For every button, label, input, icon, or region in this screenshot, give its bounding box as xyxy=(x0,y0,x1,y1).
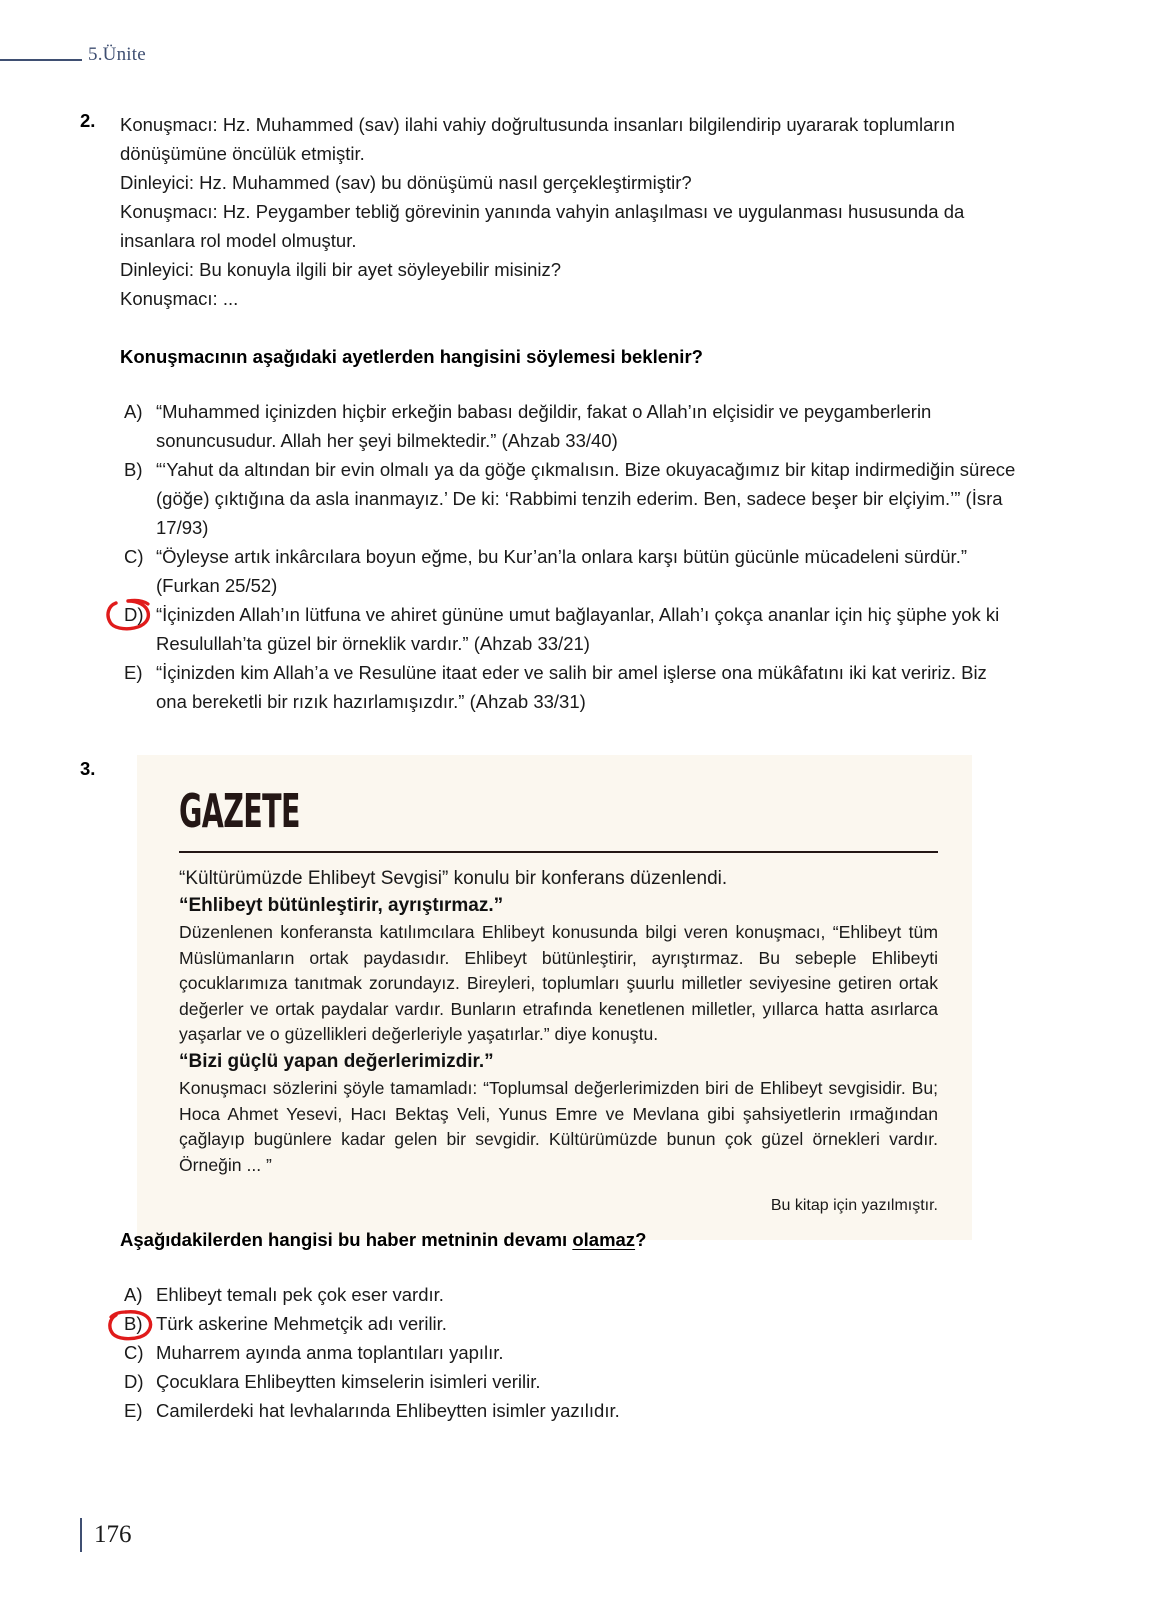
option-b-letter: B) xyxy=(124,459,143,480)
option-d-text: “İçinizden Allah’ın lütfuna ve ahiret gününe umut bağlayanlar, Allah’ı çokça ananlar için hiç şüphe yok ki Resulullah’ta güzel bir örneklik vardır.” (Ahzab 33/21) xyxy=(156,604,1000,654)
option-b[interactable] xyxy=(120,455,1020,542)
option-e-text: Camilerdeki hat levhalarında Ehlibeytten isimler yazılıdır. xyxy=(156,1400,620,1421)
option-c-letter: C) xyxy=(124,1342,144,1363)
option-c-text: “Öyleyse artık inkârcılara boyun eğme, bu Kur’an’la onlara karşı bütün gücünle mücadeleni sürdür.” (Furkan 25/52) xyxy=(156,546,968,596)
question-2-dialogue xyxy=(120,110,1020,313)
question-3-prompt-underlined: olamaz xyxy=(572,1229,636,1250)
option-e[interactable] xyxy=(120,1396,1020,1425)
option-b-text: Türk askerine Mehmetçik adı verilir. xyxy=(156,1313,447,1334)
dialogue-line: Dinleyici: Hz. Muhammed (sav) bu dönüşümü nasıl gerçekleştirmiştir? xyxy=(120,172,692,193)
newspaper-clipping xyxy=(137,755,972,1240)
option-a-letter: A) xyxy=(124,401,143,422)
newspaper-paragraph-1: Düzenlenen konferansta katılımcılara Ehlibeyt konusunda bilgi veren konuşmacı, “Ehlibeyt tüm Müslümanların ortak paydasıdır. Ehlibeyt bütünleştirir, ayrıştırmaz. Bu sebeple Ehlibeyti çocuklarımıza tanıtmak zorundayız. Bireyleri, toplumları şuurlu milletler seviyesine getiren ortak değerler ve ortak paydalar vardır. Bunların etrafında kenetlenen milletler, yıllarca hatta asırlarca yaşarlar ve o güzellikleri değerleriyle yaşatırlar.” diye konuştu. xyxy=(179,922,938,1045)
question-3-options xyxy=(120,1280,1020,1425)
question-3-number: 3. xyxy=(80,758,96,779)
option-d-text: Çocuklara Ehlibeytten kimselerin isimleri verilir. xyxy=(156,1371,541,1392)
question-3-body xyxy=(120,1225,1020,1425)
option-d[interactable] xyxy=(120,1367,1020,1396)
option-c[interactable] xyxy=(120,542,1020,600)
option-a-text: “Muhammed içinizden hiçbir erkeğin babası değildir, fakat o Allah’ın elçisidir ve peygamberlerin sonuncusudur. Allah her şeyi bilmektedir.” (Ahzab 33/40) xyxy=(156,401,932,451)
dialogue-line: Dinleyici: Bu konuyla ilgili bir ayet söyleyebilir misiniz? xyxy=(120,259,562,280)
page-number: 176 xyxy=(94,1521,132,1548)
newspaper-lead: “Kültürümüzde Ehlibeyt Sevgisi” konulu bir konferans düzenlendi. xyxy=(179,868,728,889)
question-3 xyxy=(0,755,1151,1421)
option-c-letter: C) xyxy=(124,546,144,567)
option-a-text: Ehlibeyt temalı pek çok eser vardır. xyxy=(156,1284,444,1305)
dialogue-line: Konuşmacı: ... xyxy=(120,288,239,309)
option-c[interactable] xyxy=(120,1338,1020,1367)
question-2-options xyxy=(120,397,1020,716)
option-e-letter: E) xyxy=(124,662,143,683)
question-2-prompt: Konuşmacının aşağıdaki ayetlerden hangisini söylemesi beklenir? xyxy=(120,346,703,367)
option-b-text: “‘Yahut da altından bir evin olmalı ya da göğe çıkmalısın. Bize okuyacağımız bir kitap indirmediğin sürece (göğe) çıktığına da asla inanmayız.’ De ki: ‘Rabbimi tenzih ederim. Ben, sadece beşer bir elçiyim.’” (İsra 17/93) xyxy=(156,459,1016,538)
unit-label: 5.Ünite xyxy=(88,44,146,65)
option-e[interactable] xyxy=(120,658,1020,716)
question-2-number: 2. xyxy=(80,110,96,131)
footer-rule xyxy=(80,1518,82,1552)
option-d[interactable] xyxy=(120,600,1020,658)
option-e-text: “İçinizden kim Allah’a ve Resulüne itaat eder ve salih bir amel işlerse ona mükâfatını iki kat veririz. Biz ona bereketli bir rızık hazırlamışızdır.” (Ahzab 33/31) xyxy=(156,662,987,712)
question-3-prompt-part-2: ? xyxy=(635,1229,647,1250)
newspaper-subhead-1: “Ehlibeyt bütünleştirir, ayrıştırmaz.” xyxy=(179,895,504,916)
option-e-letter: E) xyxy=(124,1400,143,1421)
question-3-prompt-part-1: Aşağıdakilerden hangisi bu haber metninin devamı xyxy=(120,1229,573,1250)
option-d-letter: D) xyxy=(124,604,144,625)
page-footer xyxy=(80,1518,132,1552)
newspaper-title: GAZETE xyxy=(179,784,300,838)
option-b-letter: B) xyxy=(124,1313,143,1334)
option-b[interactable] xyxy=(120,1309,1020,1338)
newspaper-rule xyxy=(179,851,938,853)
option-a[interactable] xyxy=(120,1280,1020,1309)
option-c-text: Muharrem ayında anma toplantıları yapılır. xyxy=(156,1342,504,1363)
dialogue-line: Konuşmacı: Hz. Peygamber tebliğ görevinin yanında vahyin anlaşılması ve uygulanması hususunda da insanlara rol model olmuştur. xyxy=(120,201,965,251)
option-d-letter: D) xyxy=(124,1371,144,1392)
header-rule xyxy=(0,59,82,61)
newspaper-credit: Bu kitap için yazılmıştır. xyxy=(770,1197,938,1215)
page-header xyxy=(0,44,1151,74)
option-a-letter: A) xyxy=(124,1284,143,1305)
question-3-prompt xyxy=(120,1225,1020,1254)
newspaper-subhead-2: “Bizi güçlü yapan değerlerimizdir.” xyxy=(179,1050,494,1072)
option-a[interactable] xyxy=(120,397,1020,455)
question-2-body xyxy=(120,110,1020,716)
dialogue-line: Konuşmacı: Hz. Muhammed (sav) ilahi vahiy doğrultusunda insanları bilgilendirip uyararak toplumların dönüşümüne öncülük etmiştir. xyxy=(120,114,955,164)
newspaper-paragraph-2: Konuşmacı sözlerini şöyle tamamladı: “Toplumsal değerlerimizden biri de Ehlibeyt sevgisidir. Bu; Hoca Ahmet Yesevi, Hacı Bektaş Veli, Yunus Emre ve Mevlana gibi şahsiyetlerin ırmağından çağlayıp bugünlere kadar gelen bir sevgidir. Kültürümüzde bunun çok güzel örnekleri vardır. Örneğin ... ” xyxy=(179,1077,938,1175)
